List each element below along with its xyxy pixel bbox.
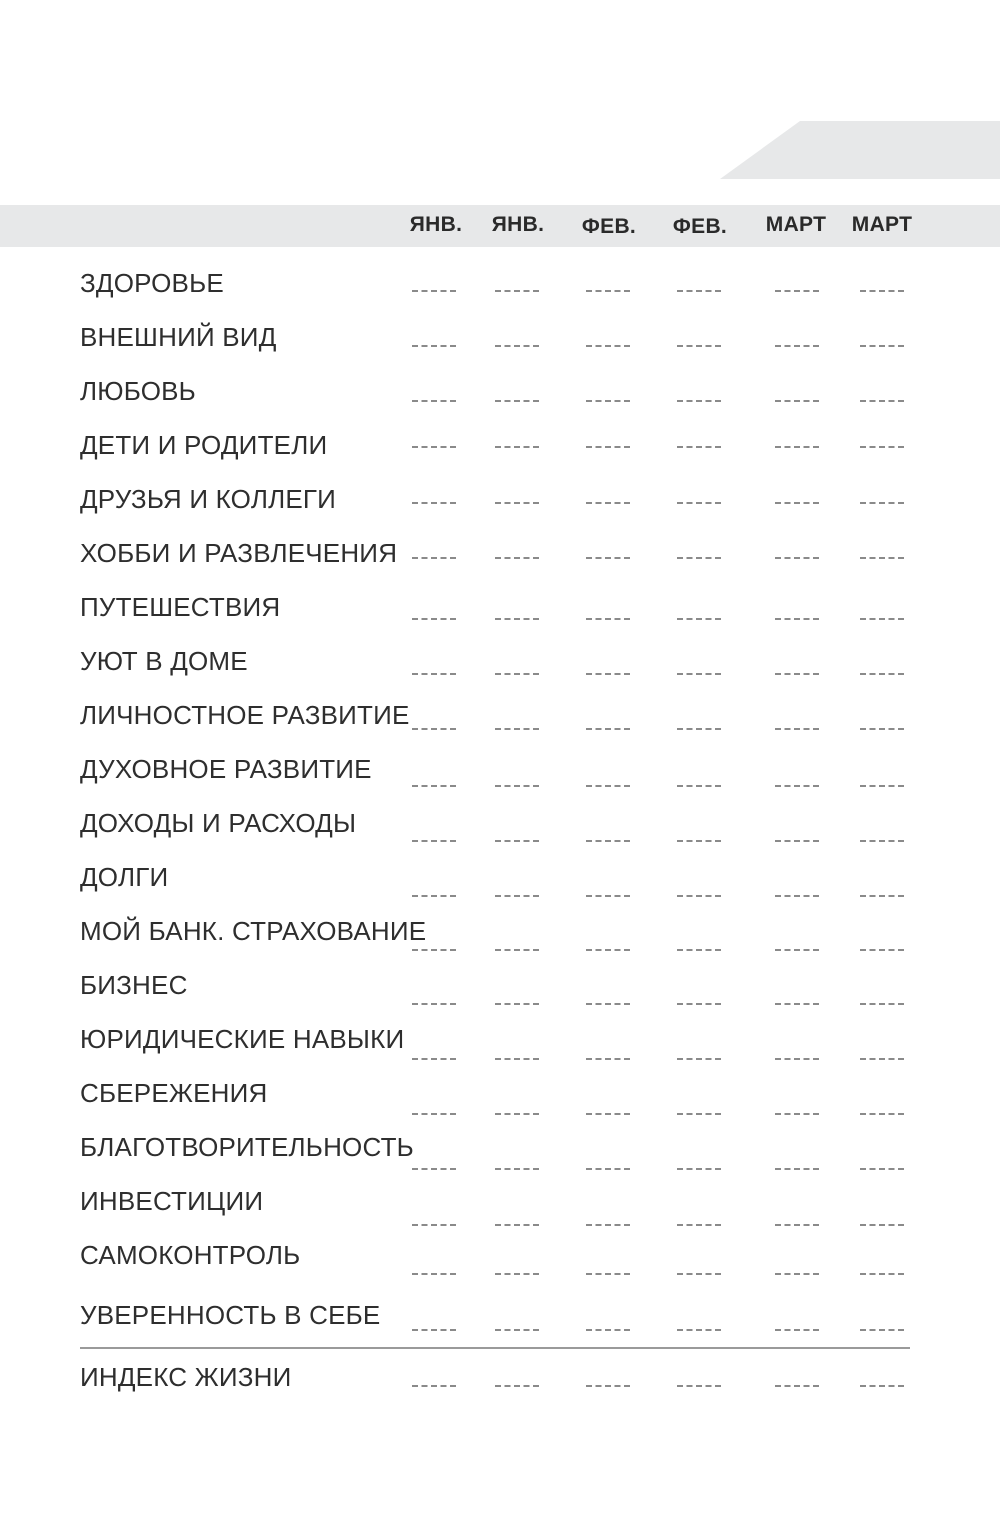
category-entry-blank[interactable] xyxy=(677,502,721,504)
category-entry-blank[interactable] xyxy=(775,557,819,559)
category-entry-blank[interactable] xyxy=(412,1003,456,1005)
month-header: ЯНВ. xyxy=(491,213,545,236)
category-entry-blank[interactable] xyxy=(495,557,539,559)
category-entry-blank[interactable] xyxy=(860,557,904,559)
category-entry-blank[interactable] xyxy=(586,290,630,292)
category-entry-blank[interactable] xyxy=(586,1224,630,1226)
category-entry-blank[interactable] xyxy=(860,618,904,620)
category-entry-blank[interactable] xyxy=(412,618,456,620)
category-entry-blank[interactable] xyxy=(412,1329,456,1331)
category-entry-blank[interactable] xyxy=(677,557,721,559)
category-entry-blank[interactable] xyxy=(775,345,819,347)
category-entry-blank[interactable] xyxy=(677,785,721,787)
category-entry-blank[interactable] xyxy=(412,895,456,897)
category-entry-blank[interactable] xyxy=(775,1058,819,1060)
category-entry-blank[interactable] xyxy=(775,400,819,402)
category-entry-blank[interactable] xyxy=(860,949,904,951)
category-entry-blank[interactable] xyxy=(775,1224,819,1226)
category-entry-blank[interactable] xyxy=(586,785,630,787)
month-header: ФЕВ. xyxy=(581,215,637,238)
category-entry-blank[interactable] xyxy=(775,1168,819,1170)
category-entry-blank[interactable] xyxy=(860,290,904,292)
category-entry-blank[interactable] xyxy=(860,840,904,842)
category-entry-blank[interactable] xyxy=(860,345,904,347)
total-label: ИНДЕКС ЖИЗНИ xyxy=(80,1362,292,1392)
category-entry-blank[interactable] xyxy=(677,345,721,347)
category-entry-blank[interactable] xyxy=(860,1058,904,1060)
category-entry-blank[interactable] xyxy=(860,895,904,897)
category-entry-blank[interactable] xyxy=(495,1058,539,1060)
category-entry-blank[interactable] xyxy=(586,345,630,347)
category-entry-blank[interactable] xyxy=(677,1329,721,1331)
category-entry-blank[interactable] xyxy=(677,1058,721,1060)
category-entry-blank[interactable] xyxy=(775,895,819,897)
category-entry-blank[interactable] xyxy=(775,290,819,292)
category-entry-blank[interactable] xyxy=(495,728,539,730)
category-label: ДЕТИ И РОДИТЕЛИ xyxy=(80,430,328,460)
category-entry-blank[interactable] xyxy=(775,446,819,448)
total-entry-blank[interactable] xyxy=(586,1385,630,1387)
category-entry-blank[interactable] xyxy=(677,1113,721,1115)
category-entry-blank[interactable] xyxy=(495,1113,539,1115)
category-entry-blank[interactable] xyxy=(495,345,539,347)
category-label: СБЕРЕЖЕНИЯ xyxy=(80,1078,268,1108)
category-entry-blank[interactable] xyxy=(677,840,721,842)
category-entry-blank[interactable] xyxy=(412,1058,456,1060)
category-entry-blank[interactable] xyxy=(586,1058,630,1060)
month-header: ЯНВ. xyxy=(409,213,463,236)
category-entry-blank[interactable] xyxy=(412,1168,456,1170)
category-entry-blank[interactable] xyxy=(677,949,721,951)
category-label: ВНЕШНИЙ ВИД xyxy=(80,322,277,352)
category-entry-blank[interactable] xyxy=(677,728,721,730)
category-entry-blank[interactable] xyxy=(677,618,721,620)
category-entry-blank[interactable] xyxy=(412,949,456,951)
category-entry-blank[interactable] xyxy=(412,345,456,347)
category-entry-blank[interactable] xyxy=(775,949,819,951)
category-entry-blank[interactable] xyxy=(775,502,819,504)
category-entry-blank[interactable] xyxy=(860,1273,904,1275)
category-entry-blank[interactable] xyxy=(412,290,456,292)
category-label: САМОКОНТРОЛЬ xyxy=(80,1240,301,1270)
category-label: ЮРИДИЧЕСКИЕ НАВЫКИ xyxy=(80,1024,405,1054)
category-entry-blank[interactable] xyxy=(775,728,819,730)
category-entry-blank[interactable] xyxy=(586,1329,630,1331)
category-entry-blank[interactable] xyxy=(860,1003,904,1005)
total-entry-blank[interactable] xyxy=(495,1385,539,1387)
category-entry-blank[interactable] xyxy=(495,673,539,675)
header-tab-decoration xyxy=(720,121,1000,179)
month-header: МАРТ xyxy=(851,213,913,236)
category-entry-blank[interactable] xyxy=(586,1113,630,1115)
category-entry-blank[interactable] xyxy=(412,1273,456,1275)
category-entry-blank[interactable] xyxy=(860,1113,904,1115)
category-entry-blank[interactable] xyxy=(586,557,630,559)
category-entry-blank[interactable] xyxy=(412,502,456,504)
category-entry-blank[interactable] xyxy=(586,840,630,842)
category-entry-blank[interactable] xyxy=(775,1273,819,1275)
category-entry-blank[interactable] xyxy=(412,728,456,730)
category-entry-blank[interactable] xyxy=(860,446,904,448)
category-entry-blank[interactable] xyxy=(586,728,630,730)
category-entry-blank[interactable] xyxy=(412,1224,456,1226)
category-entry-blank[interactable] xyxy=(495,1168,539,1170)
category-entry-blank[interactable] xyxy=(860,728,904,730)
category-entry-blank[interactable] xyxy=(775,840,819,842)
category-label: БИЗНЕС xyxy=(80,970,188,1000)
category-entry-blank[interactable] xyxy=(495,1273,539,1275)
total-entry-blank[interactable] xyxy=(775,1385,819,1387)
category-entry-blank[interactable] xyxy=(586,618,630,620)
total-entry-blank[interactable] xyxy=(412,1385,456,1387)
category-entry-blank[interactable] xyxy=(677,400,721,402)
category-label: ДОХОДЫ И РАСХОДЫ xyxy=(80,808,357,838)
category-entry-blank[interactable] xyxy=(586,400,630,402)
category-entry-blank[interactable] xyxy=(677,1224,721,1226)
category-label: ДОЛГИ xyxy=(80,862,169,892)
category-entry-blank[interactable] xyxy=(495,840,539,842)
month-header: ФЕВ. xyxy=(672,215,728,238)
category-label: ДУХОВНОЕ РАЗВИТИЕ xyxy=(80,754,372,784)
category-entry-blank[interactable] xyxy=(495,446,539,448)
category-entry-blank[interactable] xyxy=(677,1003,721,1005)
category-entry-blank[interactable] xyxy=(775,1329,819,1331)
total-entry-blank[interactable] xyxy=(677,1385,721,1387)
total-entry-blank[interactable] xyxy=(860,1385,904,1387)
month-header: МАРТ xyxy=(765,213,827,236)
category-entry-blank[interactable] xyxy=(586,673,630,675)
category-entry-blank[interactable] xyxy=(860,785,904,787)
category-entry-blank[interactable] xyxy=(495,1329,539,1331)
category-label: ДРУЗЬЯ И КОЛЛЕГИ xyxy=(80,484,337,514)
category-entry-blank[interactable] xyxy=(586,1003,630,1005)
total-divider xyxy=(80,1347,910,1349)
category-entry-blank[interactable] xyxy=(586,446,630,448)
category-entry-blank[interactable] xyxy=(495,1224,539,1226)
category-entry-blank[interactable] xyxy=(586,1168,630,1170)
category-entry-blank[interactable] xyxy=(586,949,630,951)
category-entry-blank[interactable] xyxy=(677,673,721,675)
category-entry-blank[interactable] xyxy=(495,949,539,951)
category-entry-blank[interactable] xyxy=(495,618,539,620)
category-entry-blank[interactable] xyxy=(677,895,721,897)
category-entry-blank[interactable] xyxy=(677,1273,721,1275)
category-entry-blank[interactable] xyxy=(677,1168,721,1170)
category-entry-blank[interactable] xyxy=(775,673,819,675)
category-entry-blank[interactable] xyxy=(495,895,539,897)
category-entry-blank[interactable] xyxy=(860,1329,904,1331)
category-entry-blank[interactable] xyxy=(412,673,456,675)
category-entry-blank[interactable] xyxy=(412,840,456,842)
category-entry-blank[interactable] xyxy=(412,1113,456,1115)
category-label: МОЙ БАНК. СТРАХОВАНИЕ xyxy=(80,916,427,946)
category-entry-blank[interactable] xyxy=(412,446,456,448)
category-entry-blank[interactable] xyxy=(775,785,819,787)
category-label: ИНВЕСТИЦИИ xyxy=(80,1186,264,1216)
category-label: УВЕРЕННОСТЬ В СЕБЕ xyxy=(80,1300,381,1330)
category-entry-blank[interactable] xyxy=(775,1003,819,1005)
category-entry-blank[interactable] xyxy=(860,400,904,402)
category-label: ХОББИ И РАЗВЛЕЧЕНИЯ xyxy=(80,538,398,568)
category-entry-blank[interactable] xyxy=(412,785,456,787)
category-entry-blank[interactable] xyxy=(495,1003,539,1005)
category-entry-blank[interactable] xyxy=(860,502,904,504)
category-label: ЛЮБОВЬ xyxy=(80,376,196,406)
category-label: ЗДОРОВЬЕ xyxy=(80,268,224,298)
category-label: ПУТЕШЕСТВИЯ xyxy=(80,592,281,622)
category-entry-blank[interactable] xyxy=(677,290,721,292)
category-entry-blank[interactable] xyxy=(775,618,819,620)
category-entry-blank[interactable] xyxy=(775,1113,819,1115)
category-entry-blank[interactable] xyxy=(495,502,539,504)
category-entry-blank[interactable] xyxy=(495,785,539,787)
category-entry-blank[interactable] xyxy=(860,1224,904,1226)
category-entry-blank[interactable] xyxy=(495,400,539,402)
category-entry-blank[interactable] xyxy=(495,290,539,292)
category-label: ЛИЧНОСТНОЕ РАЗВИТИЕ xyxy=(80,700,410,730)
category-entry-blank[interactable] xyxy=(677,446,721,448)
category-entry-blank[interactable] xyxy=(412,400,456,402)
category-entry-blank[interactable] xyxy=(412,557,456,559)
category-entry-blank[interactable] xyxy=(586,1273,630,1275)
category-entry-blank[interactable] xyxy=(860,1168,904,1170)
category-entry-blank[interactable] xyxy=(586,895,630,897)
category-entry-blank[interactable] xyxy=(586,502,630,504)
category-label: БЛАГОТВОРИТЕЛЬНОСТЬ xyxy=(80,1132,414,1162)
category-entry-blank[interactable] xyxy=(860,673,904,675)
category-label: УЮТ В ДОМЕ xyxy=(80,646,248,676)
